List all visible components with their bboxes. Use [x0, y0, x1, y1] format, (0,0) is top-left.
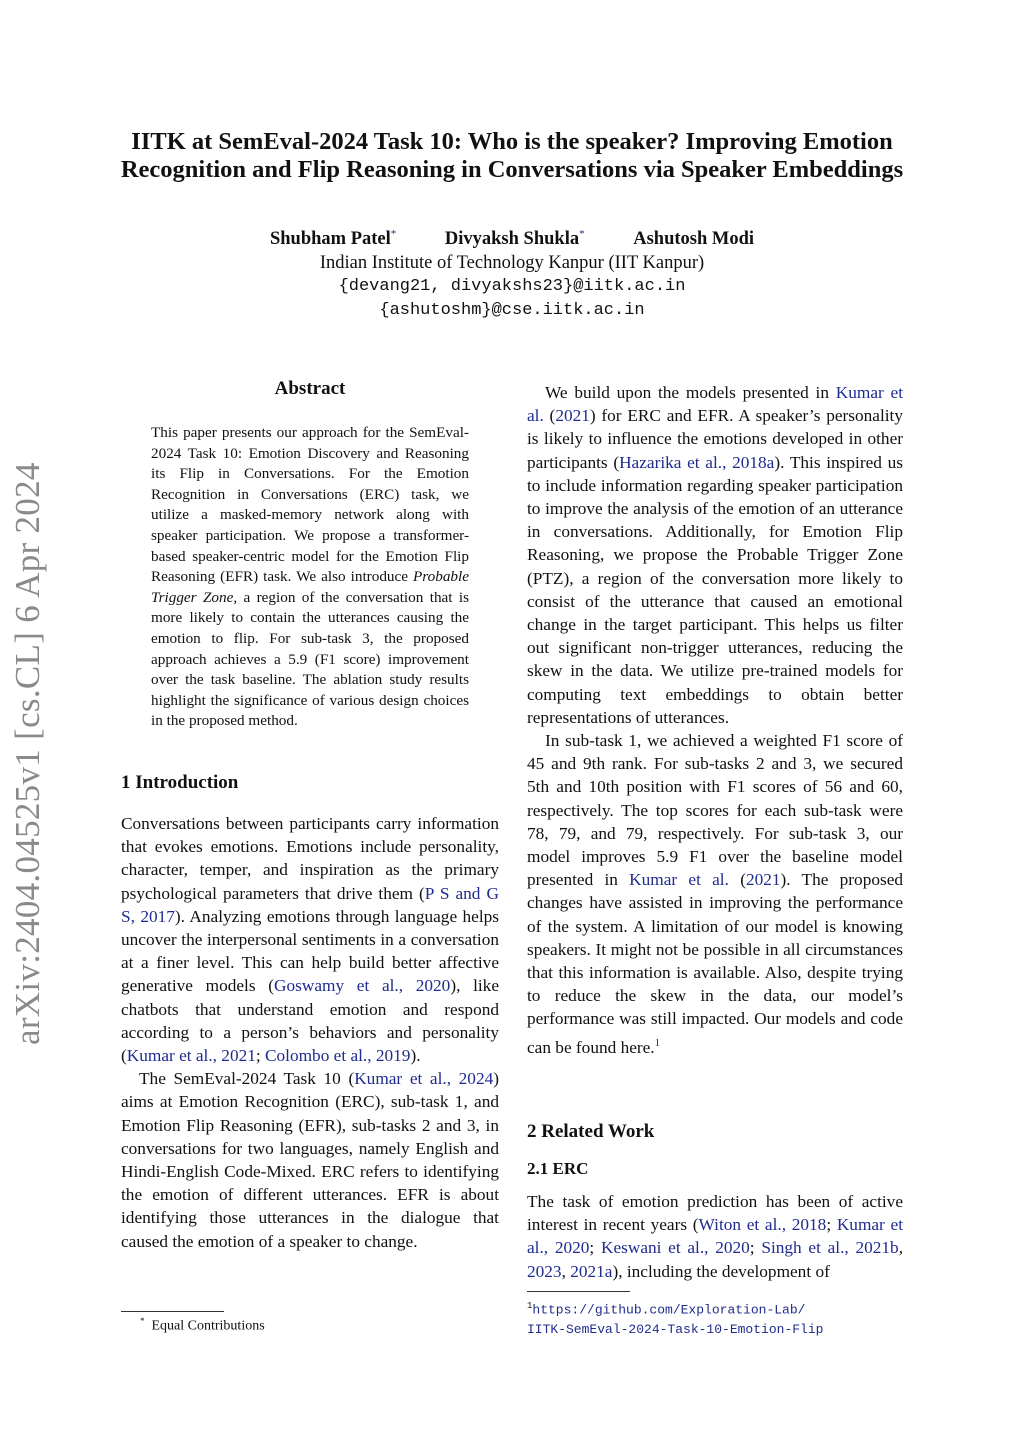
footnote-1-ref[interactable]: 1	[654, 1036, 661, 1049]
right-p2-text-a: In sub-task 1, we achieved a weighted F1 score of 45 and 9th rank. For sub-tasks 2 and 3, we secured 5th and 10th position with F1 scores of 56 and 60, respectively. The top scores for each sub-task were 78, 79, and 79, respectively. For sub-task 3, our model improves 5.9 F1 over the baseline model presented in	[527, 731, 903, 890]
footnote-left-text: Equal Contributions	[151, 1318, 265, 1334]
footnote-rule-right	[527, 1291, 630, 1292]
citation-singh[interactable]: Singh et al., 2021b	[761, 1238, 899, 1258]
author-names	[60, 222, 964, 251]
paper-title	[60, 128, 964, 184]
citation-kumar-2020[interactable]: Kumar et al., 2020	[527, 1215, 903, 1258]
abstract-emphasis: Probable Trigger Zone	[151, 568, 469, 606]
title-line-2: Recognition and Flip Reasoning in Conversations via Speaker Embeddings	[120, 156, 904, 183]
abstract-heading: Abstract	[274, 378, 346, 399]
author-2-name: Divyaksh Shukla	[444, 229, 580, 250]
intro-p1-text-d: ;	[255, 1046, 265, 1066]
author-1-mark: *	[390, 228, 397, 240]
abstract-text-2: , a region of the conversation that is more likely to contain the utterances causing the emotion to flip. For sub-task 3, the proposed approach achieves a 5.9 (F1 score) improvement over the task baseline. The ablation study results highlight the significance of various design choices in the proposed method.	[151, 588, 469, 730]
citation-kumar-2021[interactable]: Kumar et al., 2021	[126, 1046, 256, 1066]
right-p1-text-c: ). This inspired us to include information regarding speaker participation to improve the analysis of the emotion of an utterance in conversations. Additionally, for Emotion Flip Reasoning, we propose the Probable Trigger Zone (PTZ), a region of the conversation more likely to consist of the utterance that caused an emotional change in the target participant. This helps us filter out significant non-trigger utterances, reducing the skew in the data. We utilize pre-trained models for computing text embeddings to obtain better representations of utterances.	[527, 452, 903, 727]
abstract-body	[151, 423, 469, 732]
right-p2-text-b: ). The proposed changes have assisted in improving the performance of the system. A limitation of our model is knowing speakers. It might not be possible in all circumstances that this information is available. Also, despite trying to reduce the skew in the data, our model’s performance was still impacted. Our models and code can be found here.	[527, 870, 904, 1057]
citation-keswani[interactable]: Keswani et al., 2020	[600, 1238, 750, 1258]
citation-2021-b[interactable]: 2021	[745, 870, 781, 890]
section-heading-related-work: 2 Related Work	[527, 1121, 655, 1142]
author-3	[633, 229, 754, 249]
left-column-body	[121, 812, 499, 1253]
footnote-url-line-2[interactable]: IITK-SemEval-2024-Task-10-Emotion-Flip	[527, 1322, 824, 1338]
erc-sep-3: ;	[749, 1238, 762, 1258]
author-1-name: Shubham Patel	[269, 229, 391, 250]
erc-text-b: ), including the development of	[612, 1261, 830, 1281]
citation-witon[interactable]: Witon et al., 2018	[698, 1215, 827, 1235]
footnote-url-line-1[interactable]: https://github.com/Exploration-Lab/	[532, 1302, 806, 1318]
erc-sep-1: ;	[826, 1215, 837, 1235]
right-p1-text-b: ) for ERC and EFR. A speaker’s personality is likely to influence the emotions developed in other participants (	[527, 406, 904, 472]
subsection-heading-erc: 2.1 ERC	[527, 1159, 589, 1178]
citation-hazarika[interactable]: Hazarika et al., 2018a	[619, 452, 775, 472]
email-line-1: {devang21, divyakshs23}@iitk.ac.in	[338, 277, 686, 297]
erc-paragraph	[527, 1190, 903, 1283]
footnote-right-mark: 1	[527, 1301, 533, 1311]
footnote-equal-contributions	[140, 1316, 265, 1335]
section-heading-introduction: 1 Introduction	[121, 772, 239, 793]
author-1	[270, 229, 396, 249]
intro-p2-text-b: ) aims at Emotion Recognition (ERC), sub-task 1, and Emotion Flip Reasoning (EFR), sub-tasks 2 and 3, in conversations for two languages, namely English and Hindi-English Code-Mixed. ERC refers to identifying the emotion of different utterances. EFR is about identifying those utterances in the dialogue that caused the emotion of a speaker to change.	[121, 1069, 499, 1251]
citation-kumar-2024[interactable]: Kumar et al., 2024	[354, 1069, 494, 1089]
author-3-name: Ashutosh Modi	[633, 229, 755, 250]
citation-kumar-a[interactable]: Kumar et al.	[527, 383, 903, 426]
footnote-left-mark: *	[140, 1316, 145, 1326]
citation-2021-a[interactable]: 2021	[555, 406, 590, 426]
erc-sep-4: ,	[898, 1238, 904, 1258]
intro-p2-text-a: The SemEval-2024 Task 10 (	[139, 1069, 355, 1089]
erc-text-a: The task of emotion prediction has been of active interest in recent years (	[527, 1192, 903, 1235]
intro-paragraph-1	[121, 812, 499, 1067]
right-column-body	[527, 381, 903, 1059]
right-p2-paren: (	[728, 870, 746, 890]
citation-goswamy[interactable]: Goswamy et al., 2020	[274, 976, 451, 996]
footnote-rule-left	[121, 1311, 224, 1312]
citation-2023[interactable]: 2023	[527, 1261, 562, 1281]
author-2-mark: *	[579, 228, 585, 240]
intro-paragraph-2	[121, 1067, 499, 1253]
author-block	[60, 222, 964, 323]
erc-text	[527, 1190, 903, 1283]
email-line-2: {ashutoshm}@cse.iitk.ac.in	[379, 301, 645, 321]
citation-kumar-b[interactable]: Kumar et al.	[629, 870, 729, 890]
intro-p1-text-a: Conversations between participants carry information that evokes emotions. Emotions include personality, character, temper, and inspiration as the primary psychological parameters that drive them (	[121, 814, 499, 903]
right-paragraph-1	[527, 381, 903, 729]
arxiv-stamp: arXiv:2404.04525v1 [cs.CL] 6 Apr 2024	[8, 462, 47, 1045]
affiliation: Indian Institute of Technology Kanpur (IIT Kanpur)	[319, 253, 705, 274]
erc-sep-2: ;	[589, 1238, 601, 1258]
footnote-github-link[interactable]	[527, 1296, 823, 1340]
abstract-text-1: This paper presents our approach for the SemEval-2024 Task 10: Emotion Discovery and Reasoning its Flip in Conversations. For the Emotion Recognition in Conversations (ERC) task, we utilize a masked-memory network along with speaker participation. We propose a transformer-based speaker-centric model for the Emotion Flip Reasoning (EFR) task. We also introduce	[151, 424, 469, 586]
citation-psgs[interactable]: P S and G S, 2017	[121, 883, 499, 926]
intro-p1-text-e: ).	[410, 1046, 421, 1066]
citation-2021a[interactable]: 2021a	[570, 1261, 613, 1281]
intro-p1-text-b: ). Analyzing emotions through language helps uncover the interpersonal sentiments in a conversation at a finer level. This can help build better affective generative models (	[121, 906, 499, 996]
citation-colombo[interactable]: Colombo et al., 2019	[265, 1046, 411, 1066]
erc-sep-5: ,	[561, 1261, 571, 1281]
right-p1-text-a: We build upon the models presented in	[545, 383, 836, 402]
right-paragraph-2	[527, 729, 903, 1059]
title-line-1: IITK at SemEval-2024 Task 10: Who is the speaker? Improving Emotion	[131, 128, 893, 155]
right-p1-paren: (	[543, 406, 556, 426]
intro-p1-text-c: ), like chatbots that understand emotion and respond according to a person’s behaviors and personality (	[121, 976, 499, 1066]
author-2	[445, 229, 585, 249]
